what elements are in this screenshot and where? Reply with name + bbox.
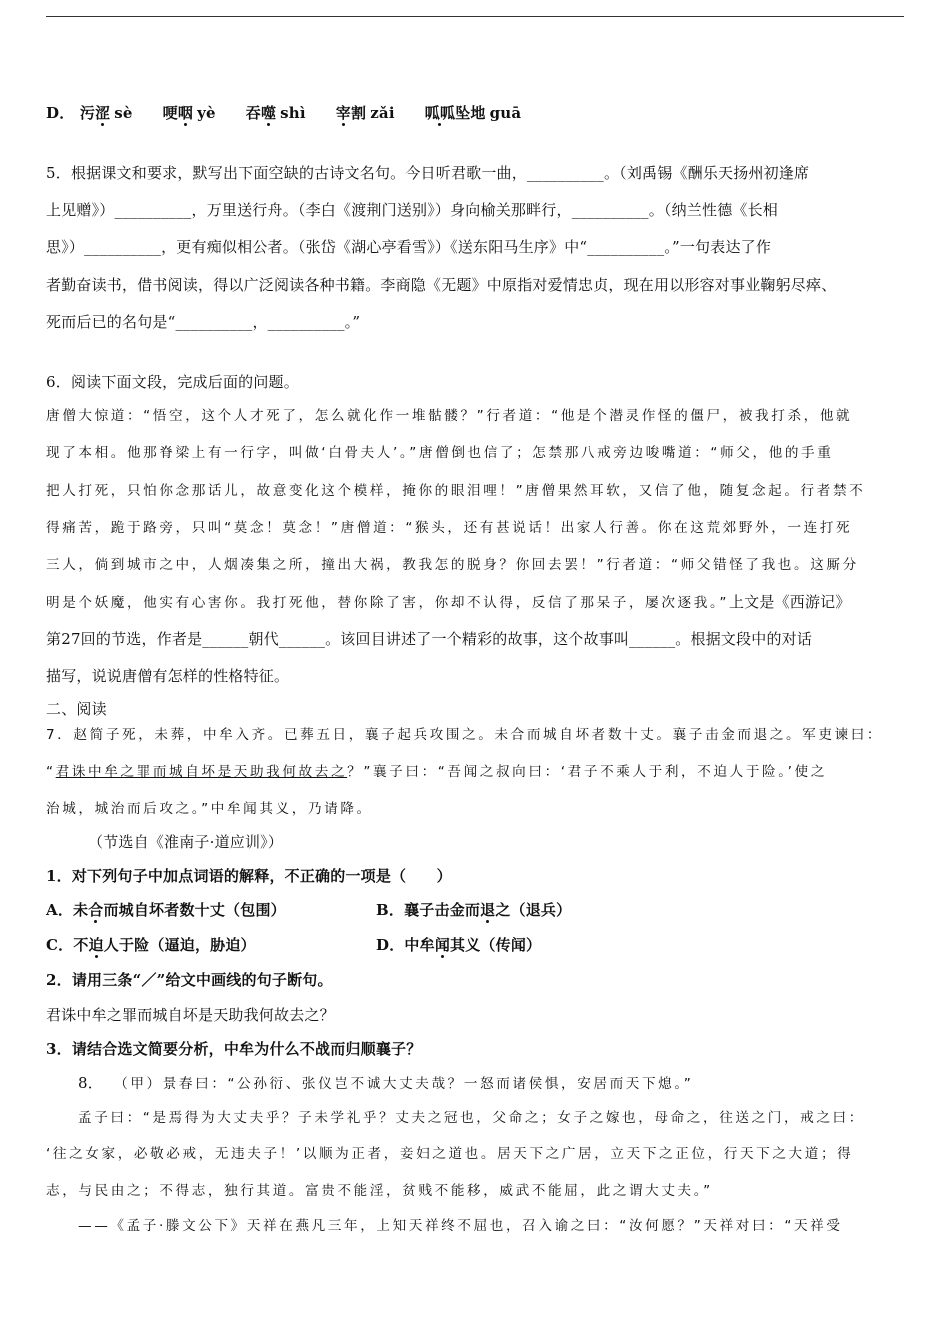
q4-d-item [336, 104, 395, 122]
dotted-character: 宰 [335, 104, 351, 122]
word-text: 哽 [162, 104, 178, 122]
q7-option-b[interactable] [376, 900, 571, 920]
q7-passage-line1: 7．赵简子死，未葬，中牟入齐。已葬五日，襄子起兵攻围之。未合而城自坏者数十丈。襄子击金而退之。军吏谏曰： [46, 727, 884, 743]
q6-passage-line [46, 405, 852, 426]
q7-passage-line2 [46, 762, 827, 782]
q6-passage-line [46, 480, 865, 501]
q7-passage-line3: 治城，城治而后攻之。”中牟闻其义，乃请降。 [46, 801, 373, 817]
option-b-label: B． [376, 901, 405, 919]
dotted-character: 涩 [95, 104, 111, 122]
q7-underlined-sentence: 君诛中牟之罪而城自坏是天助我何故去之 [55, 764, 348, 780]
q7-option-d[interactable] [376, 935, 541, 955]
q7-option-a[interactable] [46, 900, 376, 920]
q7-open-quote: “ [46, 764, 56, 780]
option-a-dotted-word: 合 [88, 901, 104, 919]
q8-line3: ‘往之女家，必敬必戒，无违夫子！’以顺为正者，妾妇之道也。居天下之广居，立天下之正位，行天下之大道；得 [46, 1146, 854, 1162]
option-c-label: C． [46, 936, 74, 954]
q8-line2: 孟子曰：“是焉得为大丈夫乎？子未学礼乎？丈夫之冠也，父命之；女子之嫁也，母命之，往送之门，戒之曰： [78, 1110, 865, 1126]
passage-text: 唐僧大惊道：“悟空，这个人才死了，怎么就化作一堆骷髅？”行者道：“他是个潜灵作怪的僵尸，被我打杀，他就 [46, 408, 853, 424]
pinyin: yè [197, 104, 216, 122]
q7-line2-rest: ？”襄子曰：“吾闻之叔向曰：‘君子不乘人于利，不迫人于险。’使之 [347, 764, 827, 780]
q7-options-row2 [46, 935, 541, 955]
dotted-character: 噬 [260, 104, 277, 122]
q5-line: 5．根据课文和要求，默写出下面空缺的古诗文名句。今日听君歌一曲，__________。（刘禹锡《酬乐天扬州初逢席 [46, 164, 810, 182]
option-d-label: D． [376, 936, 405, 954]
passage-text: 三人，倘到城市之中，人烟凑集之所，撞出大祸，教我怎的脱身？你回去罢！”行者道：“师父错怪了我也。这厮分 [46, 557, 859, 573]
dotted-character: 咽 [177, 104, 194, 122]
q7-sub3: 3．请结合选文简要分析，中牟为什么不战而归顺襄子？ [46, 1040, 422, 1058]
section-heading-reading: 二、阅读 [46, 700, 107, 718]
pinyin: zǎi [370, 104, 395, 122]
q6-passage-line [46, 592, 851, 613]
q7-options-row1 [46, 900, 571, 920]
q6-question-line1: 第27回的节选，作者是______朝代______。该回目讲述了一个精彩的故事，这个故事叫______。根据文段中的对话 [46, 630, 813, 648]
q5-line: 死而后已的名句是“__________，__________。” [46, 313, 361, 331]
word-text: 污 [79, 104, 96, 122]
option-b-text: 襄子击金而 [404, 901, 481, 919]
q6-passage-line [46, 517, 852, 538]
q6-title: 6．阅读下面文段，完成后面的问题。 [46, 373, 299, 391]
option-a-label: A． [46, 901, 74, 919]
q7-sub2-sentence: 君诛中牟之罪而城自坏是天助我何故去之？ [46, 1006, 335, 1024]
q7-option-c[interactable] [46, 935, 376, 955]
q6-passage-line [46, 554, 859, 575]
word-text: 吞 [245, 104, 261, 122]
q4-d-item [163, 104, 216, 122]
passage-text: 现了本相。他那脊梁上有一行字，叫做‘白骨夫人’。”唐僧倒也信了；怎禁那八戒旁边唆嘴道：“师父，他的手重 [46, 445, 834, 461]
q5-line: 思》）__________，更有痴似相公者。（张岱《湖心亭看雪》）《送东阳马生序》中“__________。”一句表达了作 [46, 238, 772, 256]
q8-jia-text: （甲）景春曰：“公孙衍、张仪岂不诚大丈夫哉？一怒而诸侯惧，安居而天下熄。” [120, 1076, 694, 1092]
option-a-text-rest: 而城自坏者数十丈（包围） [103, 901, 286, 919]
pinyin: guā [489, 104, 522, 122]
q6-passage-tail: 上文是《西游记》 [728, 593, 851, 611]
q8-line1 [78, 1073, 693, 1094]
option-d-text-rest: 其义（传闻） [450, 936, 542, 954]
option-c-text: 不 [73, 936, 89, 954]
word-text-rest: 坠地 [455, 104, 486, 122]
option-d-dotted-word: 闻 [434, 936, 451, 954]
q8-line4: 志，与民由之；不得志，独行其道。富贵不能淫，贫贱不能移，威武不能屈，此之谓大丈夫。” [46, 1183, 713, 1199]
q4-d-label: D． [46, 104, 75, 122]
q8-number: 8． [78, 1074, 103, 1092]
q6-passage-line [46, 442, 833, 463]
option-c-dotted-word: 迫 [88, 936, 104, 954]
passage-text: 明是个妖魔，他实有心害你。我打死他，替你除了害，你却不认得，反信了那呆子，屡次逐我。” [46, 595, 729, 611]
q5-line: 者勤奋读书，借书阅读，得以广泛阅读各种书籍。李商隐《无题》中原指对爱情忠贞，现在用以形容对事业鞠躬尽瘁、 [46, 276, 837, 294]
option-b-dotted-word: 退 [480, 901, 496, 919]
q4-option-d [46, 103, 521, 123]
pinyin: sè [114, 104, 133, 122]
option-d-text: 中牟 [404, 936, 435, 954]
option-c-text-rest: 人于险（逼迫，胁迫） [103, 936, 256, 954]
q5-line: 上见赠》）__________，万里送行舟。（李白《渡荆门送别》）身向榆关那畔行，__________。（纳兰性德《长相 [46, 201, 779, 219]
q6-question-line2: 描写，说说唐僧有怎样的性格特征。 [46, 667, 290, 685]
option-a-text: 未 [73, 901, 89, 919]
q4-d-item [246, 104, 306, 122]
word-text-rest: 割 [351, 104, 367, 122]
q7-sub2: 2．请用三条“／”给文中画线的句子断句。 [46, 971, 333, 989]
q4-d-items [80, 104, 521, 122]
q7-source: （节选自《淮南子·道应训》） [88, 833, 284, 851]
q4-d-item [80, 104, 133, 122]
passage-text: 把人打死，只怕你念那话儿，故意变化这个模样，掩你的眼泪哩！”唐僧果然耳软，又信了他，随复念起。行者禁不 [46, 483, 866, 499]
header-rule [46, 16, 904, 17]
option-b-text-rest: 之（退兵） [495, 901, 572, 919]
passage-text: 得痛苦，跪于路旁，只叫“莫念！莫念！”唐僧道：“猴头，还有甚说话！出家人行善。你在这荒郊野外，一连打死 [46, 520, 853, 536]
q7-sub1: 1．对下列句子中加点词语的解释，不正确的一项是（ ） [46, 867, 452, 885]
q4-d-item [425, 104, 522, 122]
q8-line5: ——《孟子·滕文公下》天祥在燕凡三年，上知天祥终不屈也，召入谕之曰：“汝何愿？”天祥对曰：“天祥受 [78, 1218, 843, 1234]
pinyin: shì [280, 104, 306, 122]
dotted-character: 呱呱 [424, 104, 456, 122]
